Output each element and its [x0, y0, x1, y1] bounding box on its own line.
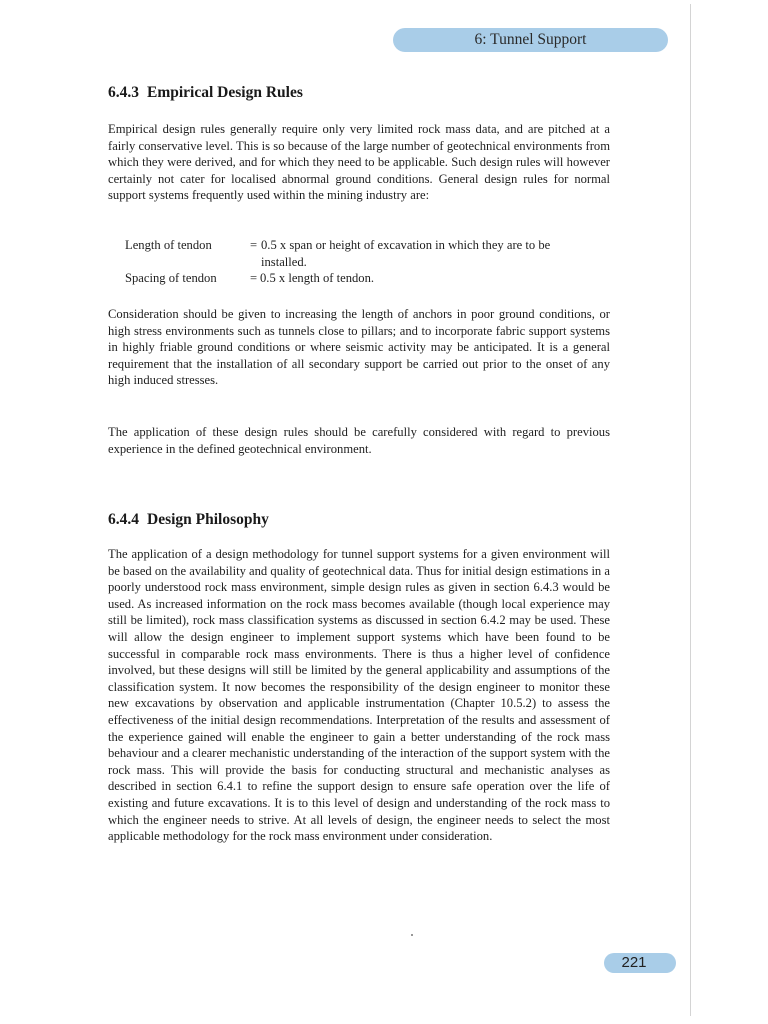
- design-rules-list: [125, 237, 561, 287]
- scan-speck: [411, 934, 413, 936]
- page-number: 221: [621, 954, 647, 971]
- page-number-tab: [604, 953, 676, 973]
- rule-equals: =: [250, 238, 258, 252]
- page-edge-line: [690, 4, 691, 1016]
- section-title: Design Philosophy: [147, 511, 269, 528]
- section-title: Empirical Design Rules: [147, 84, 303, 101]
- chapter-header-tab: [393, 28, 668, 52]
- section-heading-6-4-4: [108, 511, 269, 529]
- section-number: 6.4.3: [108, 84, 139, 101]
- paragraph-application-rules: The application of these design rules should be carefully considered with regard to previous experience in the defined geotechnical environment.: [108, 425, 610, 456]
- rule-value: 0.5 x span or height of excavation in which they are to be installed.: [261, 238, 551, 269]
- section-number: 6.4.4: [108, 511, 139, 528]
- paragraph-consideration: Consideration should be given to increasing the length of anchors in poor ground conditions, or high stress environments such as tunnels close to pillars; and to incorporate fabric support systems in highly friable ground conditions or where seismic activity may be anticipated. It is a general requirement that the installation of all secondary support be carried out prior to the onset of any high induced stresses.: [108, 307, 610, 388]
- rule-equals: =: [250, 271, 258, 286]
- rule-value: 0.5 x length of tendon.: [260, 271, 375, 286]
- rule-row-spacing: [125, 270, 561, 287]
- paragraph-design-philosophy: The application of a design methodology for tunnel support systems for a given environment will be based on the availability and quality of geotechnical data. Thus for initial design estimations in a poorly understood rock mass environment, simple design rules as given in section 6.4.3 would be used. As increased information on the rock mass becomes available (though local experience may still be limited), rock mass classification systems as discussed in section 6.4.2 may be used. These will allow the design engineer to implement support systems which have been found to be successful in comparable rock mass environments. There is thus a higher level of confidence involved, but these designs will still be limited by the general applicability and assumptions of the classification system. It now becomes the responsibility of the design engineer to monitor these new excavations by observation and applicable instrumentation (Chapter 10.5.2) to assess the effectiveness of the initial design recommendations. Interpretation of the results and assessment of the experience gained will enable the engineer to gain a better understanding of the rock mass behaviour and a clearer mechanistic understanding of the interaction of the support system with the rock mass. This will provide the basis for conducting structural and mechanistic analyses as described in section 6.4.1 to refine the support design to ensure safe operation over the life of existing and future excavations. It is to this level of design and understanding of the rock mass to which the engineer needs to strive. At all levels of design, the engineer needs to select the most applicable methodology for the rock mass environment under consideration.: [108, 547, 610, 844]
- rule-label: Spacing of tendon: [125, 271, 217, 286]
- section-heading-6-4-3: [108, 84, 303, 102]
- rule-row-length: [125, 237, 561, 270]
- paragraph-empirical-intro: Empirical design rules generally require only very limited rock mass data, and are pitched at a fairly conservative level. This is so because of the large number of geotechnical environments from which they were derived, and for which they need to be applicable. Such design rules will however certainly not cater for localised abnormal ground conditions. General design rules for normal support systems frequently used within the mining industry are:: [108, 122, 610, 203]
- chapter-title: 6: Tunnel Support: [474, 31, 587, 48]
- rule-label: Length of tendon: [125, 238, 212, 252]
